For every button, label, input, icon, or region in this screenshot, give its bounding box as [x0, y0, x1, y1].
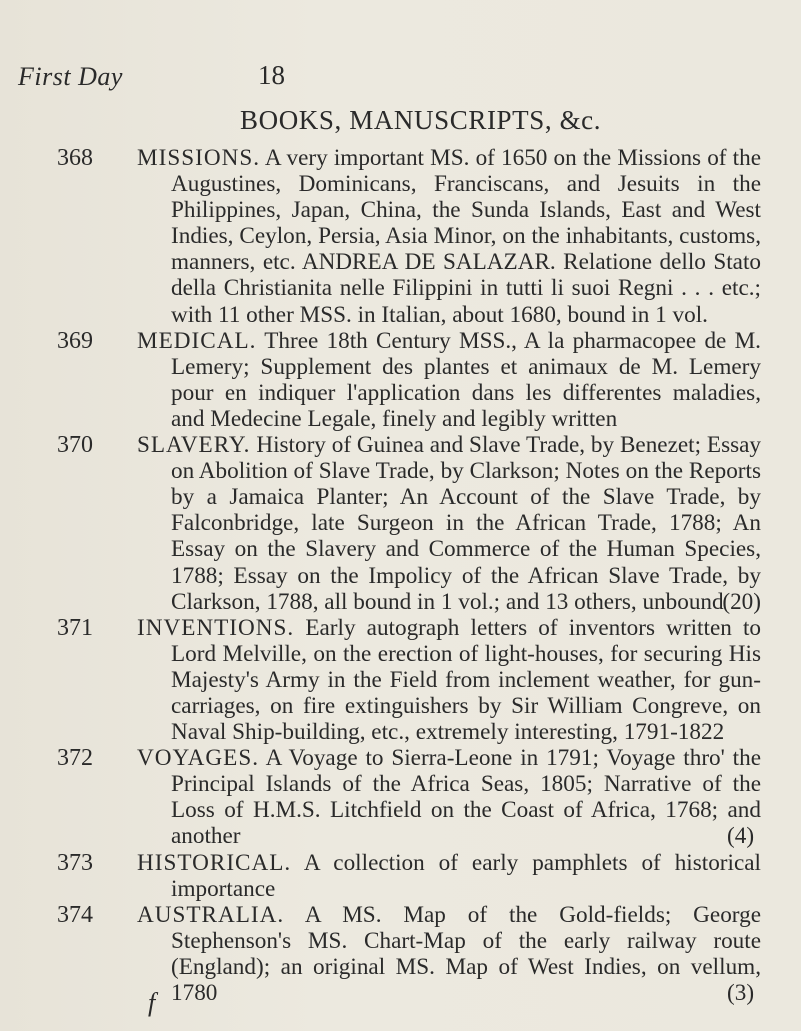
- section-title: BOOKS, MANUSCRIPTS, &c.: [240, 105, 602, 135]
- lot-number: 368: [57, 145, 93, 171]
- lot-entry: [0, 328, 801, 432]
- lot-body: A collection of early pamphlets of historical importance: [171, 849, 761, 902]
- lot-entry: [0, 902, 801, 1006]
- lot-entry: [0, 745, 801, 849]
- lot-heading: INVENTIONS.: [137, 614, 295, 641]
- lot-number: 372: [57, 745, 93, 772]
- lot-body: Three 18th Century MSS., A la pharmacopee de M. Lemery; Supplement des plantes et animaux de M. Lemery pour en indiquer l'application dans les differentes maladies, and Medecine Legale, finely and legibly written: [171, 327, 761, 432]
- lot-body: A very important MS. of 1650 on the Missions of the Augustines, Dominicans, Franciscans, and Jesuits in the Philippines, Japan, China, the Sunda Islands, East and West Indies, Ceylon, Persia, Asia Minor, on the inhabitants, customs, manners, etc. ANDREA DE SALAZAR. Relatione dello Stato della Christianita nelle Filippini in tutti li suoi Regni . . . etc.; with 11 other MSS. in Italian, about 1680, bound in 1 vol.: [171, 145, 761, 328]
- lot-list: [0, 145, 801, 1006]
- footer-mark: f: [148, 988, 156, 1017]
- lot-description: [137, 850, 761, 902]
- running-title: First Day: [18, 62, 123, 91]
- lot-entry: [0, 145, 801, 328]
- lot-number: 369: [57, 327, 93, 354]
- lot-heading: AUSTRALIA.: [137, 901, 285, 928]
- lot-body: A Voyage to Sierra-Leone in 1791; Voyage thro' the Principal Islands of the Africa Seas, 1805; Narrative of the Loss of H.M.S. Litchfield on the Coast of Africa, 1768; and another: [171, 745, 761, 850]
- lot-number: 374: [57, 901, 93, 928]
- lot-number: 373: [57, 849, 93, 876]
- lot-description: [137, 328, 761, 432]
- lot-heading: MEDICAL.: [137, 327, 257, 354]
- lot-heading: HISTORICAL.: [137, 849, 292, 876]
- lot-entry: [0, 850, 801, 902]
- lot-body: Early autograph letters of inventors written to Lord Melville, on the erection of light-houses, for securing His Majesty's Army in the Field from inclement weather, for gun-carriages, on fire extinguishers by Sir William Congreve, on Naval Ship-building, etc., extremely interesting, 1791-1822: [171, 614, 761, 746]
- lot-heading: MISSIONS.: [137, 145, 261, 171]
- lot-number: 370: [57, 432, 93, 459]
- lot-heading: SLAVERY.: [137, 432, 251, 459]
- lot-description: [137, 615, 761, 745]
- lot-quantity: (20): [722, 588, 761, 615]
- lot-description: AUSTRALIA. A MS. Map of the Gold-fields; George Stephenson's MS. Chart-Map of the early railway route (England); an original MS. Map of West Indies, on vellum, 1780 (3): [137, 901, 761, 1006]
- lot-body: A MS. Map of the Gold-fields; George Stephenson's MS. Chart-Map of the early railway route (England); an original MS. Map of West Indies, on vellum, 1780: [171, 901, 761, 1006]
- lot-description: [137, 145, 761, 328]
- lot-heading: VOYAGES.: [137, 745, 260, 772]
- lot-number: 371: [57, 614, 93, 641]
- lot-body: History of Guinea and Slave Trade, by Benezet; Essay on Abolition of Slave Trade, by Clarkson; Notes on the Reports by a Jamaica Planter; An Account of the Slave Trade, by Falconbridge, late Surgeon in the African Trade, 1788; An Essay on the Slavery and Commerce of the Human Species, 1788; Essay on the Impolicy of the African Slave Trade, by Clarkson, 1788, all bound in 1 vol.; and 13 others, unbound: [171, 432, 761, 615]
- page-number: 18: [258, 60, 285, 90]
- lot-description: VOYAGES. A Voyage to Sierra-Leone in 1791; Voyage thro' the Principal Islands of the Africa Seas, 1805; Narrative of the Loss of H.M.S. Litchfield on the Coast of Africa, 1768; and another (4): [137, 745, 761, 850]
- lot-description: [137, 432, 761, 615]
- lot-entry: [0, 432, 801, 615]
- lot-entry: [0, 615, 801, 745]
